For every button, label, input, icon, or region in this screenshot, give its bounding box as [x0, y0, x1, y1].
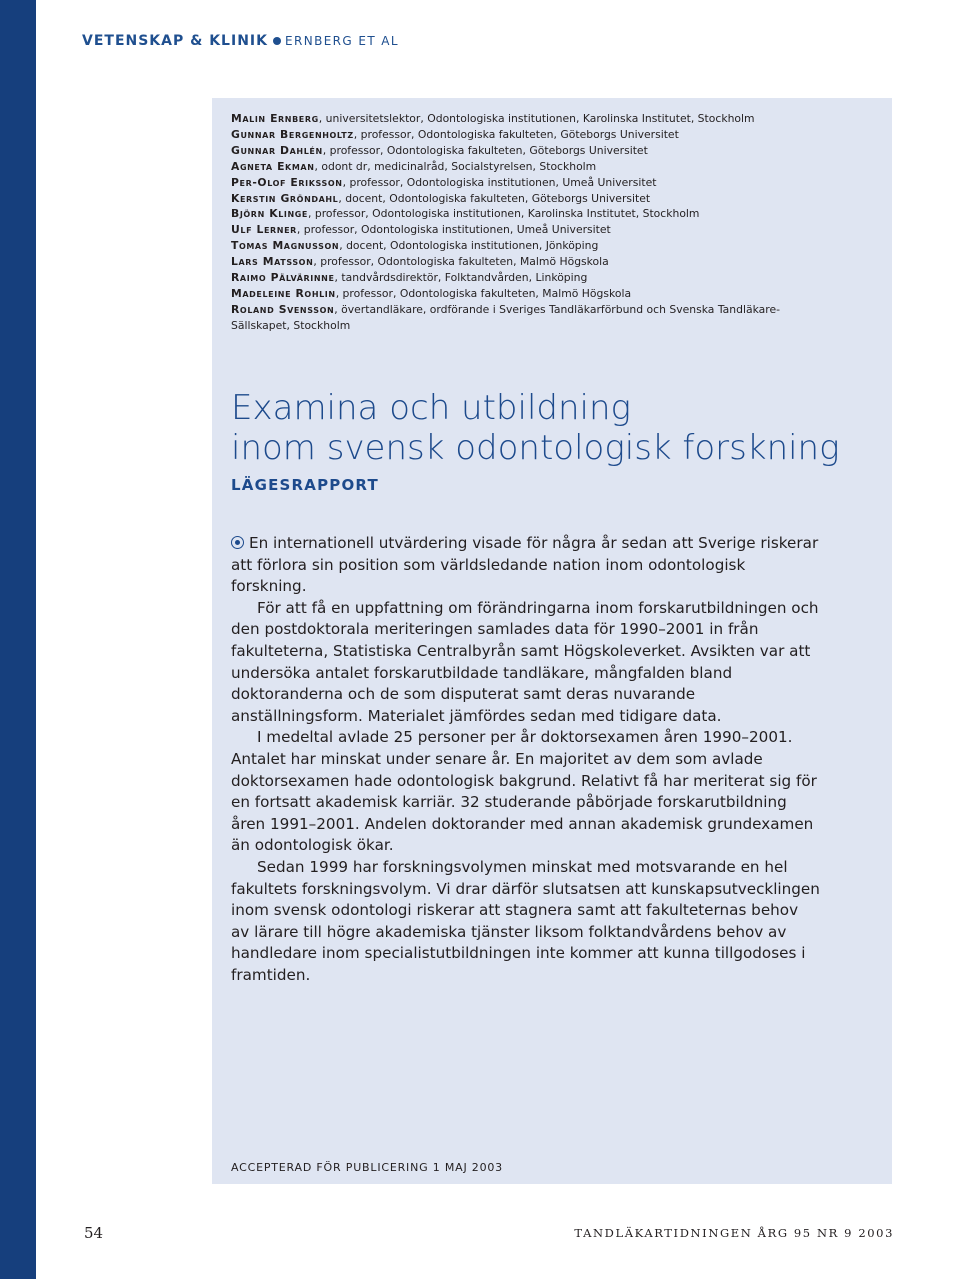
target-bullet-icon [231, 536, 244, 549]
journal-footer: TANDLÄKARTIDNINGEN ÅRG 95 NR 9 2003 [574, 1226, 894, 1240]
section-label: VETENSKAP & KLINIK [82, 33, 268, 49]
author-name: Madeleine Rohlin [231, 286, 336, 300]
author-name: Tomas Magnusson [231, 239, 340, 253]
author-item [231, 302, 791, 334]
author-item [231, 286, 791, 302]
paragraph-text: En internationell utvärdering visade för några år sedan att Sverige riskerar att förlora sin position som världsledande nation inom odontologisk forskning. [231, 534, 819, 596]
author-affiliation: , professor, Odontologiska institutionen, Karolinska Institutet, Stockholm [308, 207, 700, 221]
author-affiliation: , tandvårdsdirektör, Folktandvården, Linköping [334, 271, 588, 285]
author-name: Gunnar Bergenholtz [231, 127, 354, 141]
author-affiliation: , docent, Odontologiska fakulteten, Göteborgs Universitet [338, 191, 651, 205]
author-affiliation: , övertandläkare, ordförande i Sveriges Tandläkarförbund och Svenska Tandläkare-Sällskapet, Stockholm [231, 302, 780, 332]
article-subtitle: LÄGESRAPPORT [231, 476, 379, 494]
author-item [231, 238, 791, 254]
author-name: Gunnar Dahlén [231, 143, 323, 157]
author-affiliation: , odont dr, medicinalråd, Socialstyrelsen, Stockholm [314, 159, 597, 173]
author-item [231, 270, 791, 286]
author-item [231, 127, 791, 143]
page-number: 54 [84, 1224, 104, 1242]
title-line-1: Examina och utbildning [231, 388, 631, 428]
abstract-paragraph: Sedan 1999 har forskningsvolymen minskat med motsvarande en hel fakultets forskningsvolym. Vi drar därför slutsatsen att kunskapsutvecklingen inom svensk odontologi riskerar att stagnera samt att fakulteternas behov av lärare till högre akademiska tjänster liksom folktandvårdens behov av handledare inom specialistutbildningen inte kommer att kunna tillgodoses i framtiden. [231, 857, 820, 984]
bullet-dot-icon [273, 37, 281, 45]
title-line-2: inom svensk odontologisk forskning [231, 428, 840, 468]
author-affiliation: , docent, Odontologiska institutionen, Jönköping [339, 239, 599, 253]
author-item [231, 175, 791, 191]
author-list [231, 111, 791, 334]
author-affiliation: , universitetslektor, Odontologiska institutionen, Karolinska Institutet, Stockholm [318, 112, 755, 125]
author-affiliation: , professor, Odontologiska institutionen, Umeå Universitet [342, 175, 657, 189]
accepted-date: ACCEPTERAD FÖR PUBLICERING 1 MAJ 2003 [231, 1161, 503, 1174]
left-color-bar [0, 0, 36, 1279]
abstract-paragraph [231, 533, 821, 598]
author-affiliation: , professor, Odontologiska fakulteten, Malmö Högskola [335, 286, 632, 300]
author-affiliation: , professor, Odontologiska institutionen, Umeå Universitet [296, 223, 611, 237]
author-name: Ulf Lerner [231, 223, 297, 237]
running-header [82, 33, 399, 49]
author-name: Lars Matsson [231, 255, 314, 269]
abstract-body [231, 533, 821, 986]
abstract-paragraph: I medeltal avlade 25 personer per år doktorsexamen åren 1990–2001. Antalet har minskat under senare år. En majoritet av dem som avlade doktorsexamen hade odontologisk bakgrund. Relativt få har meriterat sig för en fortsatt akademisk karriär. 32 studerande påbörjade forskarutbildning åren 1991–2001. Andelen doktorander med annan akademisk grundexamen än odontologisk ökar. [231, 728, 817, 855]
author-name: Per-Olof Eriksson [231, 175, 343, 189]
running-authors: ERNBERG ET AL [284, 34, 399, 48]
author-item [231, 111, 791, 127]
author-affiliation: , professor, Odontologiska fakulteten, Göteborgs Universitet [322, 143, 648, 157]
abstract-paragraph: För att få en uppfattning om förändringarna inom forskarutbildningen och den postdoktorala meriteringen samlades data för 1990–2001 in från fakulteterna, Statistiska Centralbyrån samt Högskoleverket. Avsikten var att undersöka antalet forskarutbildade tandläkare, mångfalden bland doktoranderna och de som disputerat samt deras nuvarande anställningsform. Materialet jämfördes sedan med tidigare data. [231, 598, 819, 725]
author-item [231, 143, 791, 159]
author-item [231, 191, 791, 207]
author-item [231, 206, 791, 222]
author-item [231, 159, 791, 175]
author-affiliation: , professor, Odontologiska fakulteten, Göteborgs Universitet [353, 127, 679, 141]
author-affiliation: , professor, Odontologiska fakulteten, Malmö Högskola [313, 255, 609, 269]
author-name: Kerstin Gröndahl [231, 191, 339, 205]
author-item [231, 222, 791, 238]
author-name: Agneta Ekman [231, 159, 315, 173]
author-name: Malin Ernberg [231, 112, 319, 125]
author-name: Björn Klinge [231, 207, 308, 221]
article-title [231, 388, 840, 468]
author-name: Raimo Pälvärinne [231, 271, 335, 285]
author-item [231, 254, 791, 270]
author-name: Roland Svensson [231, 302, 335, 316]
